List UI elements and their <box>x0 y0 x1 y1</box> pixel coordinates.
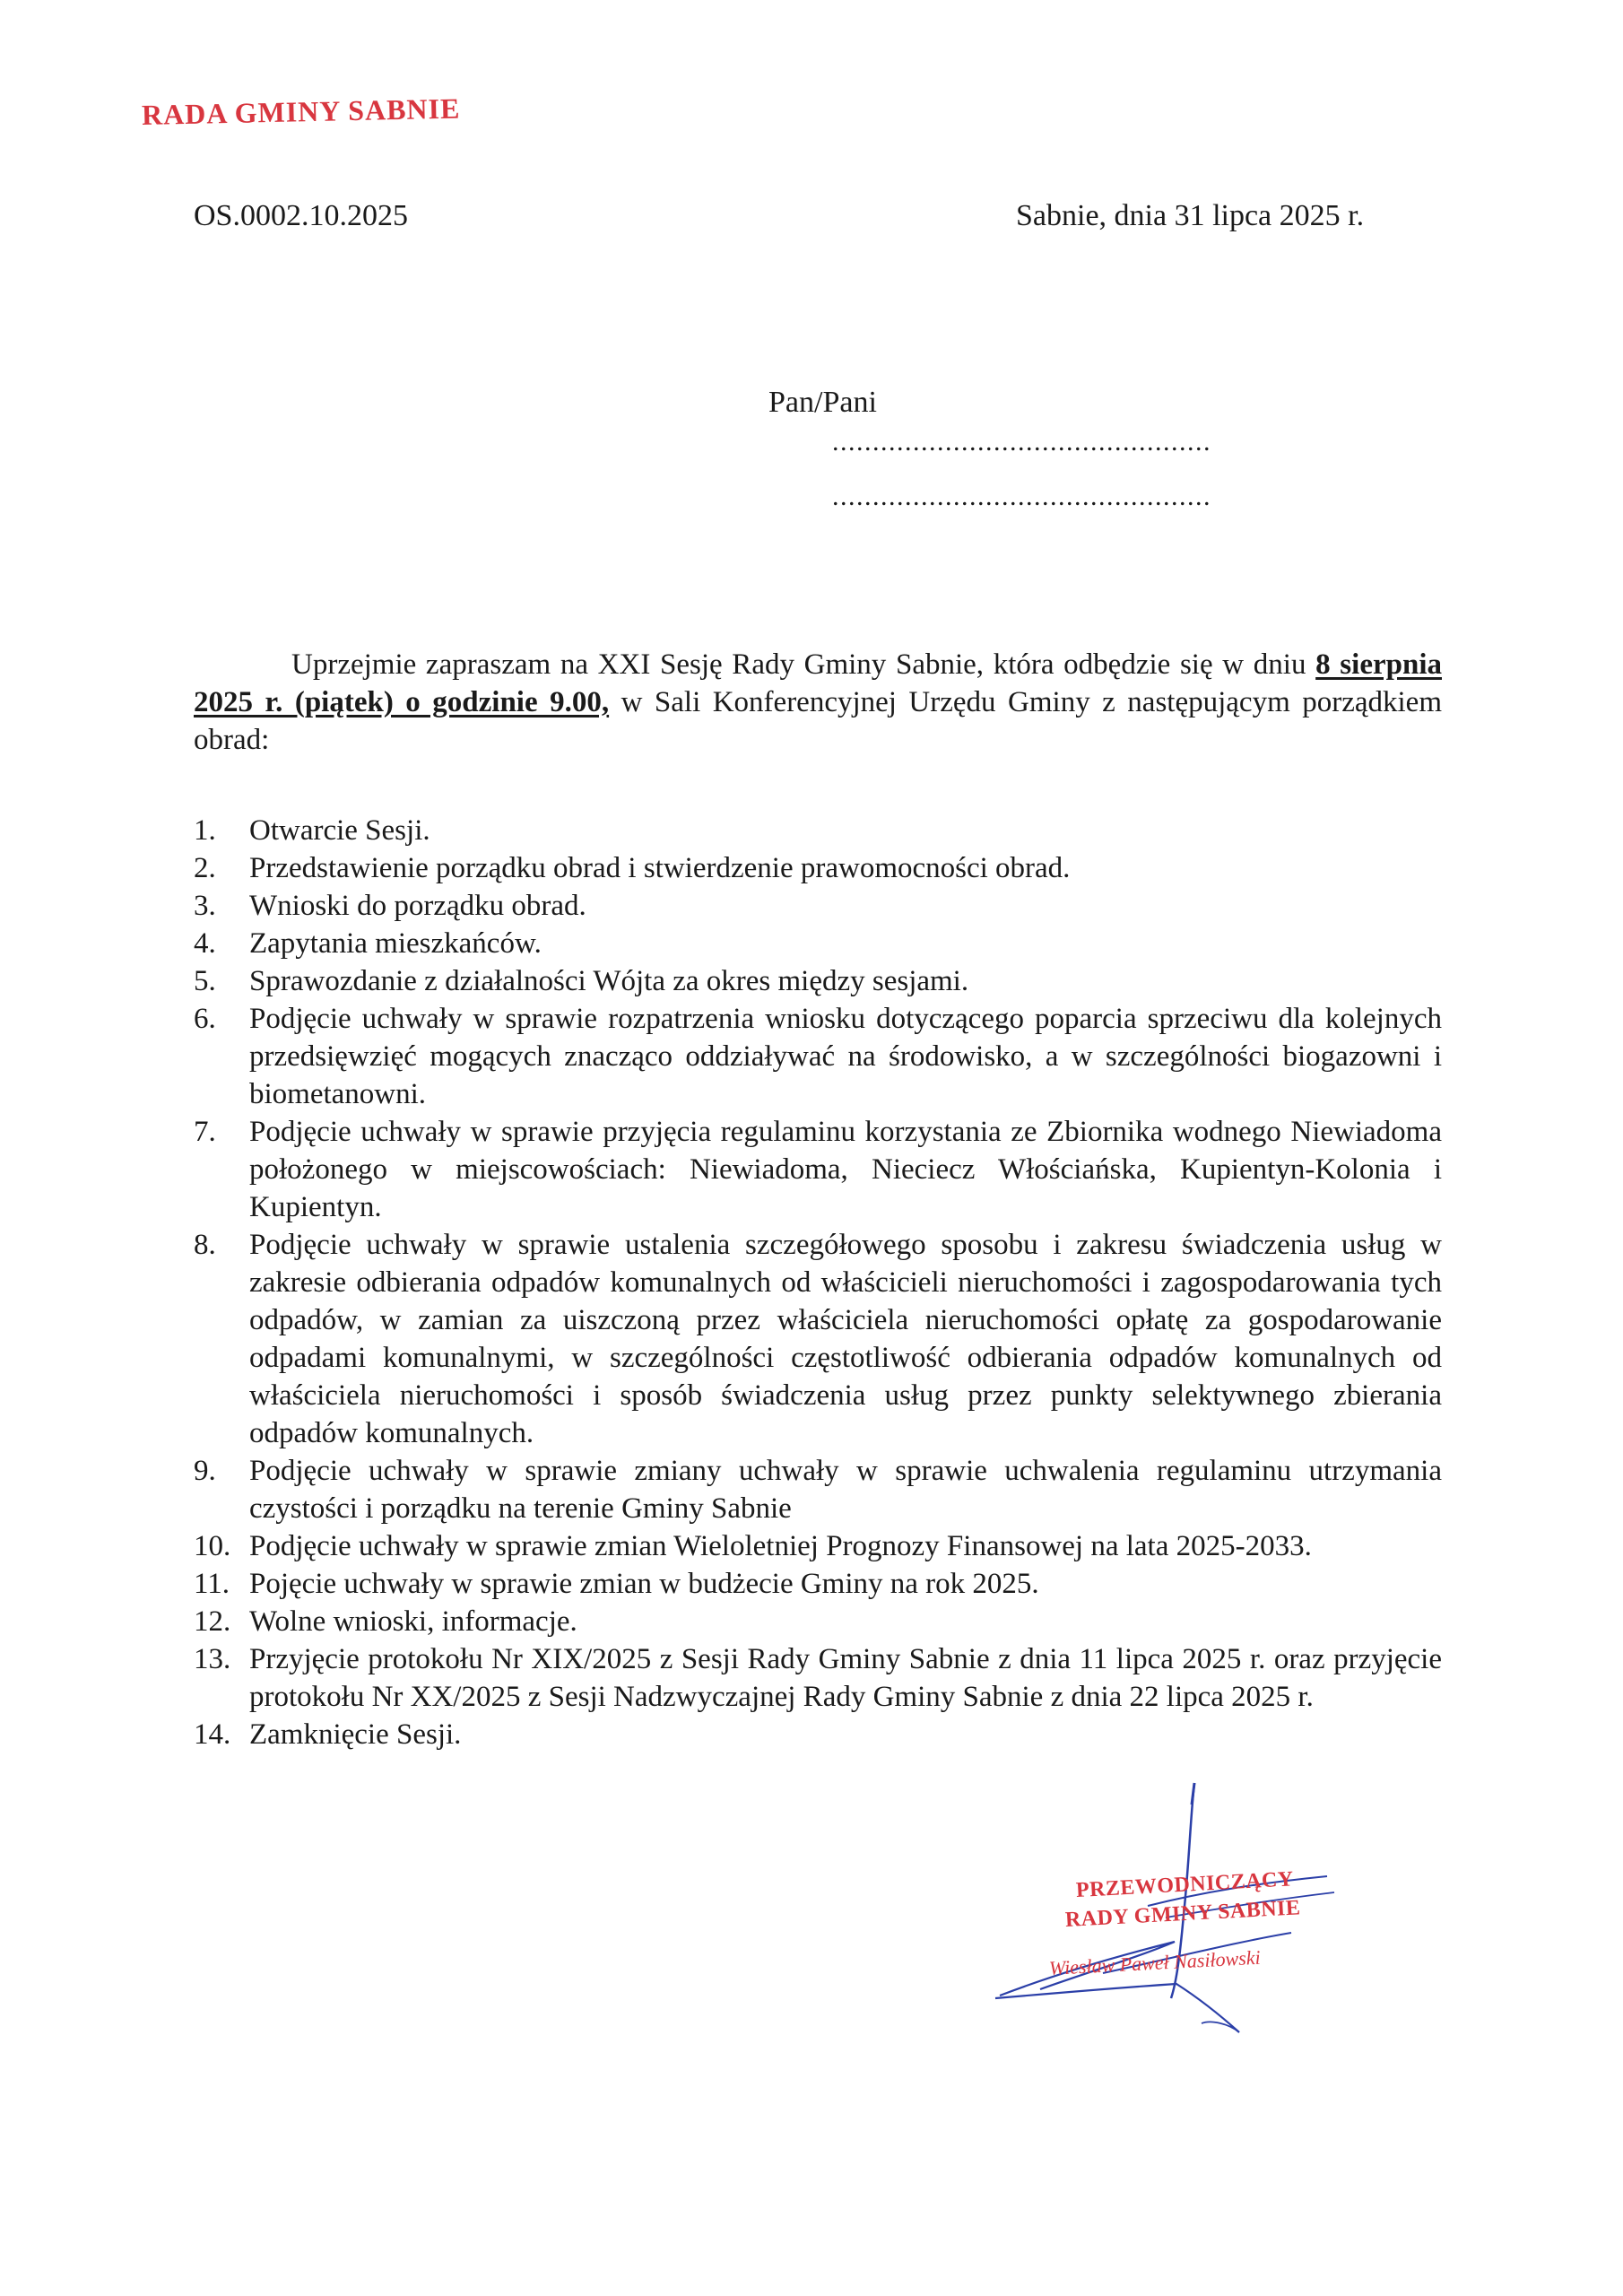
agenda-item <box>194 1640 1442 1716</box>
recipient-line-1: ............................................... <box>832 427 1211 457</box>
agenda-list <box>194 812 1442 1753</box>
agenda-item <box>194 1226 1442 1452</box>
agenda-item <box>194 812 1442 849</box>
signature-stamp-name: Wiesław Paweł Nasiłowski <box>1048 1945 1262 1979</box>
signature-stamp-council: RADY GMINY SABNIE <box>1064 1896 1302 1932</box>
session-date-time: 8 sierpnia 2025 r. (piątek) o godzinie 9.00, <box>194 648 1442 718</box>
agenda-item-text: Pojęcie uchwały w sprawie zmian w budżecie Gminy na rok 2025. <box>249 1568 1039 1600</box>
reference-number: OS.0002.10.2025 <box>194 199 408 232</box>
agenda-item-number: 8. <box>194 1229 216 1261</box>
agenda-item-number: 12. <box>194 1605 231 1638</box>
agenda-item <box>194 1000 1442 1113</box>
recipient-label: Pan/Pani <box>768 386 877 419</box>
intro-text-end: w Sali Konferencyjnej Urzędu Gminy z następującym porządkiem obrad: <box>194 686 1442 756</box>
agenda-item-text: Podjęcie uchwały w sprawie przyjęcia regulaminu korzystania ze Zbiornika wodnego Niewiadoma położonego w miejscowościach: Niewiadoma, Nieciecz Włościańska, Kupientyn-Kolonia i Kupientyn. <box>249 1116 1442 1223</box>
agenda-item-text: Podjęcie uchwały w sprawie ustalenia szczegółowego sposobu i zakresu świadczenia usług w zakresie odbierania odpadów komunalnych od właścicieli nieruchomości i zagospodarowania tych odpadów, w zamian za uiszczoną przez właściciela nieruchomości opłatę za gospodarowanie odpadami komunalnymi, w szczególności częstotliwość odbierania odpadów komunalnych od właściciela nieruchomości i sposób świadczenia usług przez punkty selektywnego zbierania odpadów komunalnych. <box>249 1229 1442 1449</box>
agenda-item <box>194 849 1442 887</box>
agenda-item-number: 9. <box>194 1455 216 1487</box>
agenda-item-text: Sprawozdanie z działalności Wójta za okres między sesjami. <box>249 965 969 997</box>
agenda-item-text: Przyjęcie protokołu Nr XIX/2025 z Sesji Rady Gminy Sabnie z dnia 11 lipca 2025 r. oraz przyjęcie protokołu Nr XX/2025 z Sesji Nadzwyczajnej Rady Gminy Sabnie z dnia 22 lipca 2025 r. <box>249 1643 1442 1713</box>
agenda-item-number: 5. <box>194 965 216 997</box>
agenda-item-number: 2. <box>194 852 216 884</box>
place-date: Sabnie, dnia 31 lipca 2025 r. <box>1016 199 1365 232</box>
agenda-item-text: Wolne wnioski, informacje. <box>249 1605 577 1638</box>
agenda-item <box>194 887 1442 925</box>
agenda-item-text: Zapytania mieszkańców. <box>249 927 542 960</box>
agenda-item <box>194 962 1442 1000</box>
agenda-item <box>194 1452 1442 1527</box>
agenda-item-text: Podjęcie uchwały w sprawie zmiany uchwały w sprawie uchwalenia regulaminu utrzymania czystości i porządku na terenie Gminy Sabnie <box>249 1455 1442 1525</box>
agenda-item-text: Wnioski do porządku obrad. <box>249 890 586 922</box>
invitation-paragraph <box>194 646 1442 759</box>
agenda-item-number: 11. <box>194 1568 230 1600</box>
agenda-item-number: 4. <box>194 927 216 960</box>
council-header-stamp: RADA GMINY SABNIE <box>141 91 461 131</box>
signature-stamp-title: PRZEWODNICZĄCY <box>1075 1867 1295 1902</box>
agenda-item-number: 10. <box>194 1530 231 1562</box>
signature-block <box>986 1758 1363 2054</box>
agenda-item-text: Podjęcie uchwały w sprawie rozpatrzenia wniosku dotyczącego poparcia sprzeciwu dla kolejnych przedsięwzięć mogących znacząco oddziaływać na środowisko, a w szczególności biogazowni i biometanowni. <box>249 1003 1442 1110</box>
agenda-item-number: 14. <box>194 1718 231 1751</box>
agenda-item <box>194 1716 1442 1753</box>
agenda-item-number: 3. <box>194 890 216 922</box>
agenda-item <box>194 1527 1442 1565</box>
agenda-item-number: 7. <box>194 1116 216 1148</box>
agenda-item <box>194 925 1442 962</box>
agenda-item <box>194 1565 1442 1603</box>
intro-text-start: Uprzejmie zapraszam na XXI Sesję Rady Gminy Sabnie, która odbędzie się w dniu <box>291 648 1306 681</box>
agenda-item-number: 13. <box>194 1643 231 1675</box>
agenda-item-text: Zamknięcie Sesji. <box>249 1718 462 1751</box>
recipient-line-2: ............................................... <box>832 482 1211 511</box>
agenda-item-text: Otwarcie Sesji. <box>249 814 430 847</box>
agenda-item <box>194 1603 1442 1640</box>
agenda-item <box>194 1113 1442 1226</box>
agenda-item-text: Przedstawienie porządku obrad i stwierdzenie prawomocności obrad. <box>249 852 1071 884</box>
agenda-item-text: Podjęcie uchwały w sprawie zmian Wieloletniej Prognozy Finansowej na lata 2025-2033. <box>249 1530 1312 1562</box>
agenda-item-number: 6. <box>194 1003 216 1035</box>
agenda-item-number: 1. <box>194 814 216 847</box>
